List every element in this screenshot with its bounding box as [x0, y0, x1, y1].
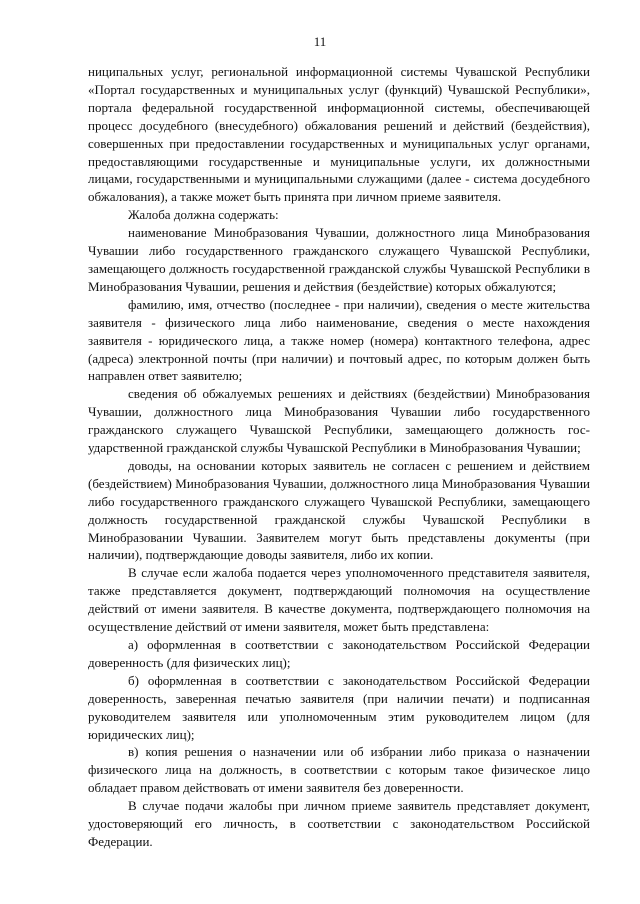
- paragraph-personal-reception: В случае подачи жалобы при личном приеме заявитель представляет документ, удостоверяющий его личность, в соответствии с законодательством Российской Федерации.: [88, 798, 590, 849]
- paragraph-item-decisions: сведения об обжалуемых решениях и действиях (бездействии) Минобразования Чувашии, должностного лица Минобразования Чувашии либо государственного гражданского служащего Чувашской Республики, замещающего должность государственной гражданской службы Чувашской Республики в Минобразования Чувашии;: [88, 386, 590, 456]
- paragraph-continuation: ниципальных услуг, региональной информационной системы Чувашской Республики «Портал государственных и муниципальных услуг (функций) Чувашской Республики», портала федеральной государственной информационной системы, обеспечивающей процесс досудебного (внесудебного) обжалования решений и действий (бездействия), совершенных при предоставлении государственных и муниципальных услуг органами, предоставляющими государственные и муниципальные услуги, их должностными лицами, государственными и муниципальными служащими (далее - система досудебного обжалования), а также может быть принята при личном приеме заявителя.: [88, 64, 590, 205]
- paragraph-item-arguments: доводы, на основании которых заявитель не согласен с решением и действием (бездействием) Минобразования Чувашии, должностного лица Минобразования Чувашии либо государственного гражданского служащего Чувашской Республики, замещающего должность государственной гражданской службы Чувашской Республики в Минобразовании Чувашии. Заявителем могут быть представлены документы (при наличии), подтверждающие доводы заявителя, либо их копии.: [88, 457, 590, 563]
- paragraph-option-c: в) копия решения о назначении или об избрании либо приказа о назначении физического лица на должность, в соответствии с которым такое физическое лицо обладает правом действовать от имени заявителя без доверенности.: [88, 744, 590, 796]
- paragraph-item-name: наименование Минобразования Чувашии, должностного лица Минобразования Чувашии либо государственного гражданского служащего Чувашской Республики, замещающего должность государственной гражданской службы Чувашской Республики в Минобразования Чувашии, решения и действия (бездействие) которых обжалуются;: [88, 225, 590, 294]
- paragraph-complaint-contents: Жалоба должна содержать:: [128, 207, 279, 223]
- paragraph-option-b: б) оформленная в соответствии с законодательством Российской Федерации доверенность, заверенная печатью заявителя (при наличии печати) и подписанная руководителем заявителя или уполномоченным этим руководителем лицом (для юридических лиц);: [88, 672, 590, 742]
- paragraph-option-a: а) оформленная в соответствии с законодательством Российской Федерации доверенность (для физических лиц);: [88, 637, 590, 670]
- document-body: [88, 63, 590, 851]
- paragraph-representative: В случае если жалоба подается через уполномоченного представителя заявителя, также представляется документ, подтверждающий полномочия на осуществление действий от имени заявителя. В качестве документа, подтверждающего полномочия на осуществление действий от имени заявителя, может быть представлена:: [88, 565, 590, 635]
- paragraph-item-applicant: фамилию, имя, отчество (последнее - при наличии), сведения о месте жительства заявителя - физического лица либо наименование, сведения о месте нахождения заявителя - юридического лица, а также номер (номера) контактного телефона, адрес (адреса) электронной почты (при наличии) и почтовый адрес, по которым должен быть направлен ответ заявителю;: [88, 296, 590, 384]
- page-number: 11: [313, 34, 327, 49]
